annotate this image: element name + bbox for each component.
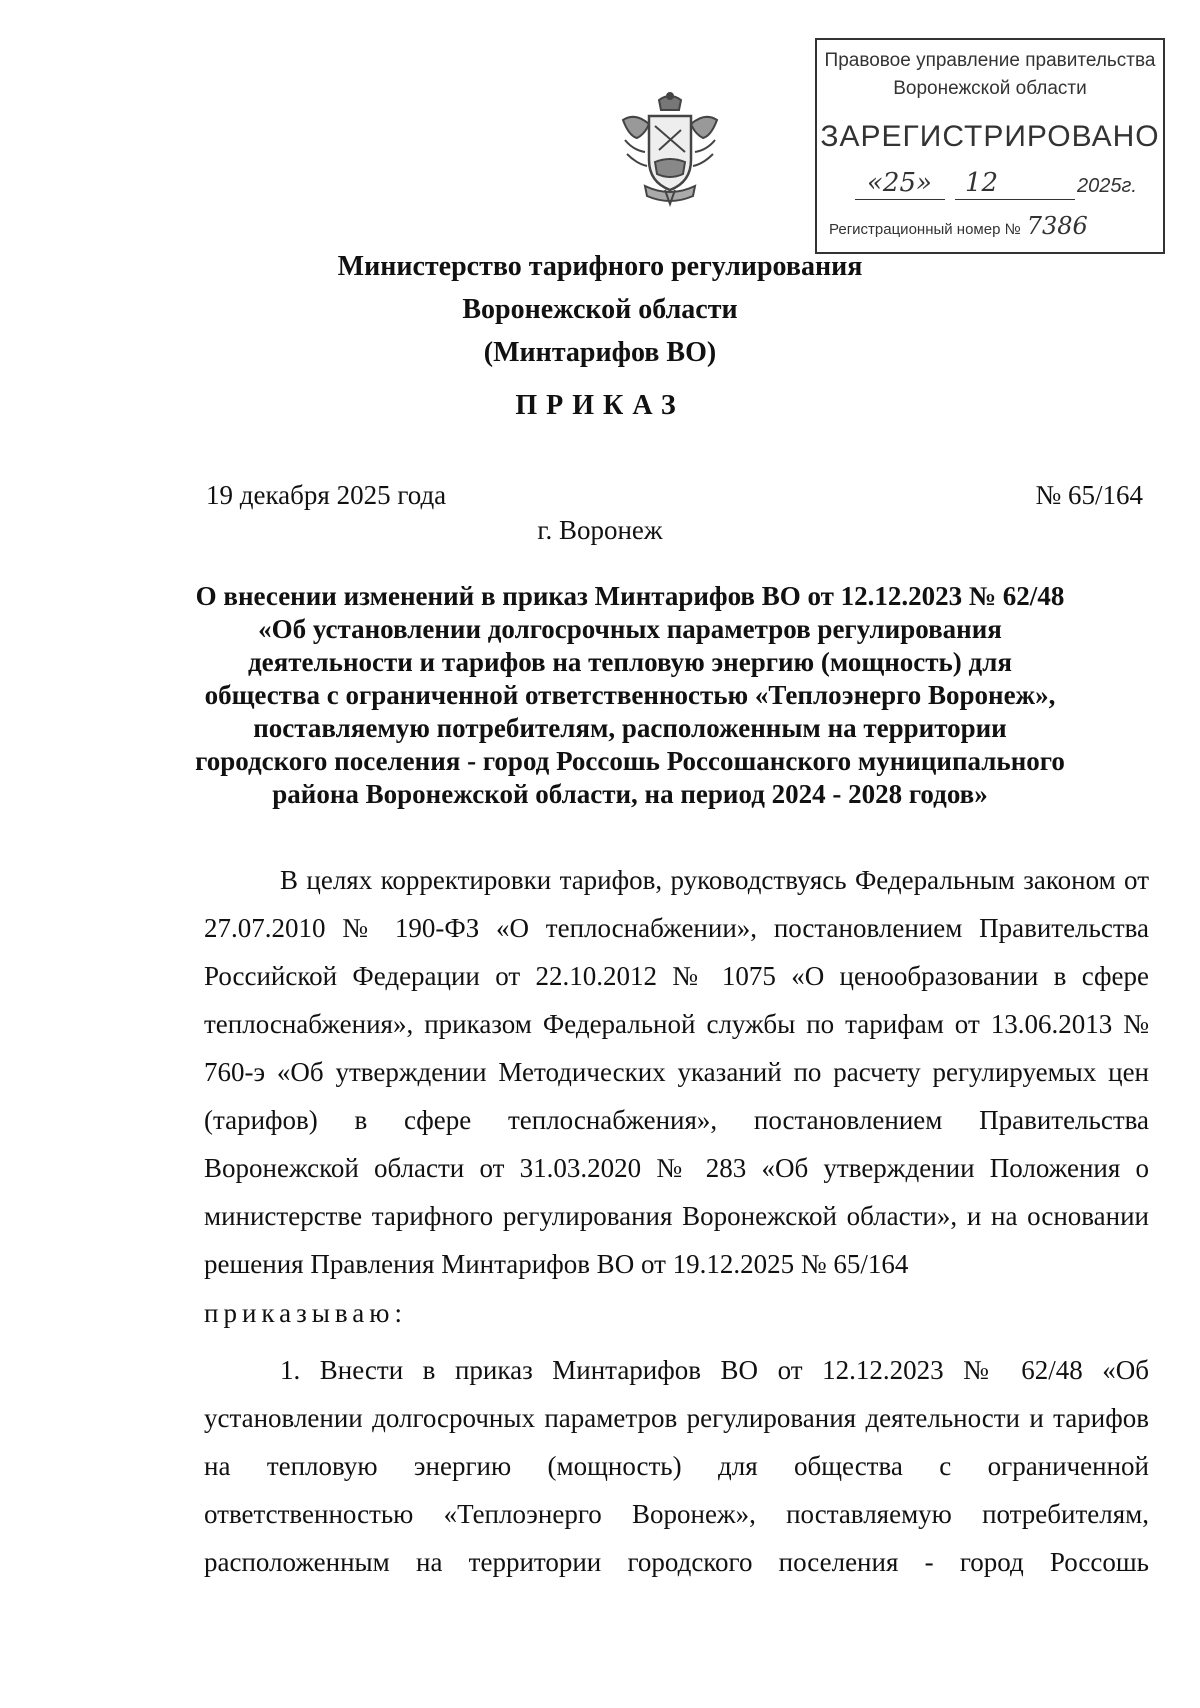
order-word: приказываю: <box>204 1298 407 1328</box>
registration-stamp <box>815 38 1165 254</box>
document-number: № 65/164 <box>1035 480 1143 510</box>
stamp-month: 12 <box>965 168 999 198</box>
stamp-registration <box>829 212 1153 240</box>
ministry-heading <box>0 245 1200 374</box>
document-title: О внесении изменений в приказ Минтарифов ВО от 12.12.2023 № 62/48 «Об установлении долгосрочных параметров регулирования деятельности и тарифов на тепловую энергию (мощность) для общества с ограниченной ответственностью «Теплоэнерго Воронеж», поставляемую потребителям, расположенным на территории городского поселения - город Россошь Россошанского муниципального района Воронежской области, на период 2024 - 2028 годов» <box>195 581 1065 809</box>
stamp-year: 2025г. <box>1077 175 1137 197</box>
stamp-status: ЗАРЕГИСТРИРОВАНО <box>820 120 1160 153</box>
coat-of-arms-icon <box>615 90 725 210</box>
stamp-day: «25» <box>867 168 932 198</box>
document-type: ПРИКАЗ <box>515 390 685 421</box>
stamp-org-line1: Правовое управление правительства <box>824 50 1156 71</box>
preamble-paragraph: В целях корректировки тарифов, руководствуясь Федеральным законом от 27.07.2010 № 190-ФЗ «О теплоснабжении», постановлением Правительства Российской Федерации от 22.10.2012 № 1075 «О ценообразовании в сфере теплоснабжения», приказом Федеральной службы по тарифам от 13.06.2013 № 760-э «Об утверждении Методических указаний по расчету регулируемых цен (тарифов) в сфере теплоснабжения», постановлением Правительства Воронежской области от 31.03.2020 № 283 «Об утверждении Положения о министерстве тарифного регулирования Воронежской области», и на основании решения Правления Минтарифов ВО от 19.12.2025 № 65/164 <box>204 865 1149 1279</box>
ministry-line1: Министерство тарифного регулирования <box>337 251 863 282</box>
stamp-reg-number: 7386 <box>1026 212 1088 240</box>
ministry-line2: Воронежской области <box>462 294 738 325</box>
stamp-org-line2: Воронежской области <box>893 78 1087 99</box>
document-city: г. Воронеж <box>537 515 663 545</box>
document-date: 19 декабря 2025 года <box>206 480 447 510</box>
stamp-date <box>855 166 1149 202</box>
item-1-paragraph: 1. Внести в приказ Минтарифов ВО от 12.12.2023 № 62/48 «Об установлении долгосрочных параметров регулирования деятельности и тарифов на тепловую энергию (мощность) для общества с ограниченной ответственностью «Теплоэнерго Воронеж», поставляемую потребителям, расположенным на территории городского поселения - город Россошь <box>204 1355 1149 1577</box>
ministry-line3: (Минтарифов ВО) <box>483 337 717 368</box>
stamp-reg-label: Регистрационный номер № <box>829 221 1021 238</box>
